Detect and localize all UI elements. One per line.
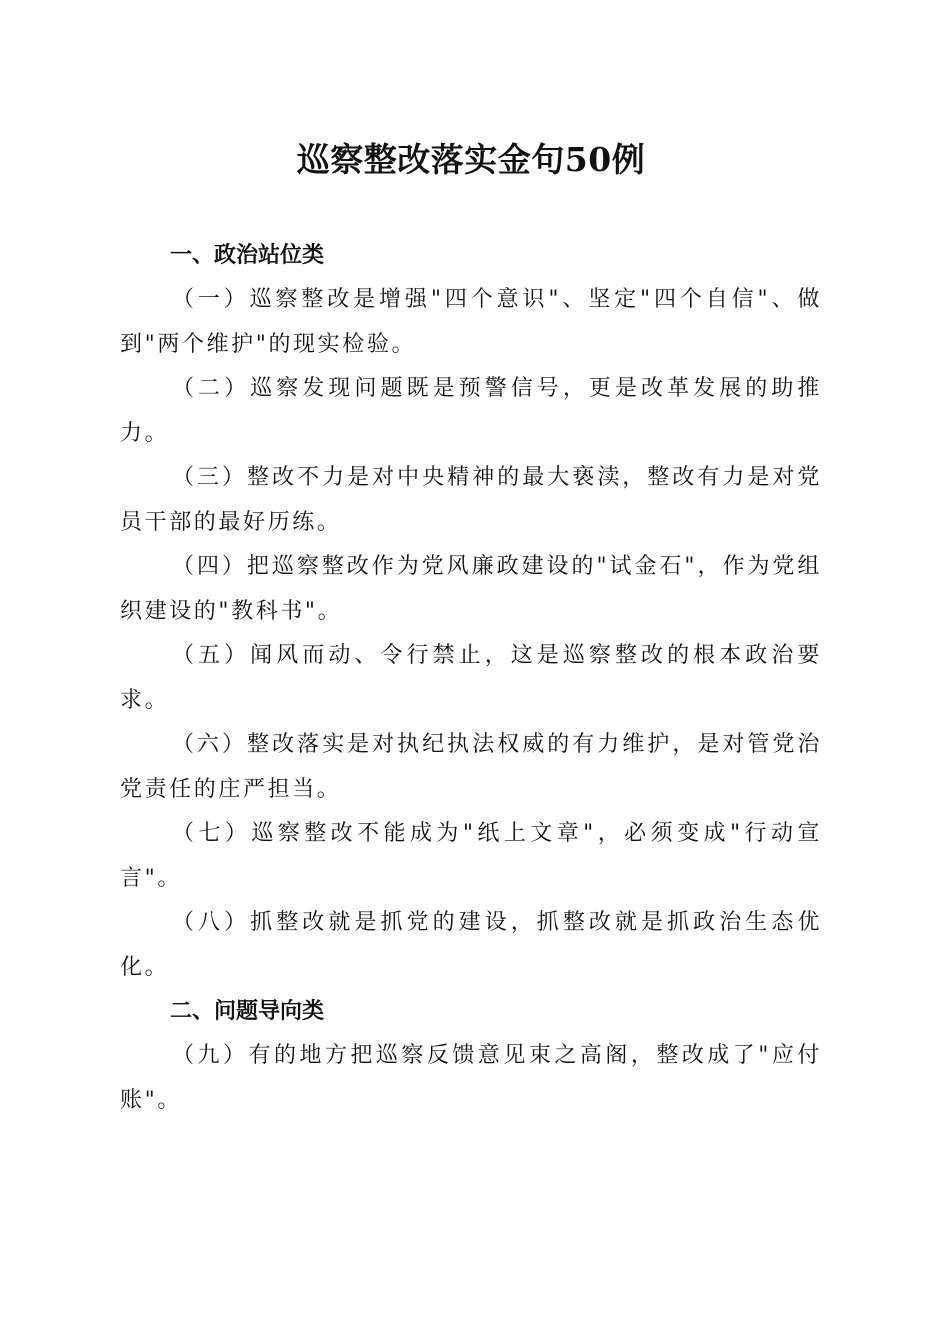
paragraph-2: （二）巡察发现问题既是预警信号，更是改革发展的助推力。 (120, 376, 822, 446)
paragraph-4: （四）把巡察整改作为党风廉政建设的"试金石"，作为党组织建设的"教科书"。 (120, 554, 822, 624)
paragraph-7: （七）巡察整改不能成为"纸上文章"，必须变成"行动宣言"。 (120, 821, 822, 891)
document-title: 巡察整改落实金句50例 (296, 140, 646, 179)
paragraph-9: （九）有的地方把巡察反馈意见束之高阁，整改成了"应付账"。 (120, 1043, 822, 1113)
paragraph-6: （六）整改落实是对执纪执法权威的有力维护，是对管党治党责任的庄严担当。 (120, 732, 822, 802)
paragraph-5: （五）闻风而动、令行禁止，这是巡察整改的根本政治要求。 (120, 643, 822, 713)
paragraph-3: （三）整改不力是对中央精神的最大亵渎，整改有力是对党员干部的最好历练。 (120, 465, 822, 535)
paragraph-1: （一）巡察整改是增强"四个意识"、坚定"四个自信"、做到"两个维护"的现实检验。 (120, 287, 822, 357)
section-problem-orientation (120, 990, 822, 1123)
section-heading: 二、问题导向类 (170, 999, 325, 1024)
paragraph-8: （八）抓整改就是抓党的建设，抓整改就是抓政治生态优化。 (120, 910, 822, 980)
document-body (120, 234, 822, 1123)
section-heading: 一、政治站位类 (170, 243, 325, 268)
section-political-stance (120, 234, 822, 990)
